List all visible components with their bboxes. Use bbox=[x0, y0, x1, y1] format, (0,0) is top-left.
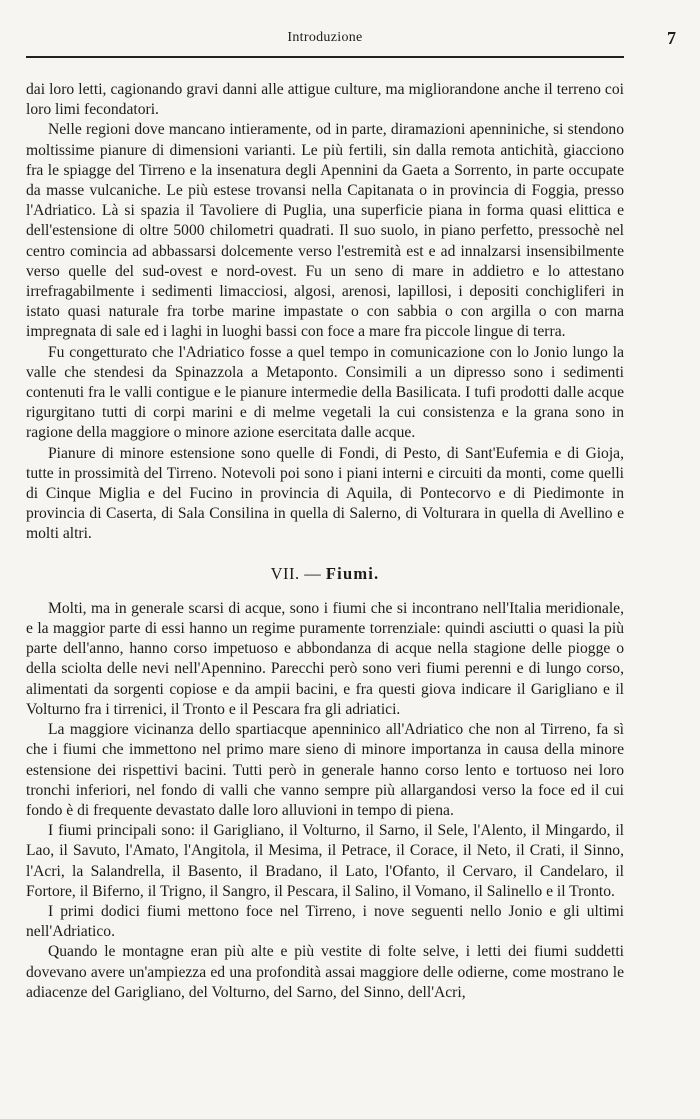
section-title: Fiumi. bbox=[325, 563, 380, 583]
section-heading bbox=[26, 564, 624, 584]
paragraph: Fu congetturato che l'Adriatico fosse a quel tempo in comunicazione con lo Jonio lungo la valle che stendesi da Spinazzola a Metaponto. Consimili a un dipresso sono i sedimenti contenuti fra le valli contigue e le pianure intermedie della Basilicata. I tufi prodotti dalle acque rigurgitano tutti di corpi marini e di melme vegetali la cui consistenza e la grana sono in ragione della maggiore o minore azione esercitata dalle acque. bbox=[26, 343, 624, 442]
paragraph: Pianure di minore estensione sono quelle di Fondi, di Pesto, di Sant'Eufemia e di Gioja, tutte in prossimità del Tirreno. Notevoli poi sono i piani interni e circuiti da monti, come quelli di Cinque Miglia e del Fucino in provincia di Aquila, di Pontecorvo e di Piedimonte in provincia di Caserta, di Sala Consilina in quella di Salerno, di Volturara in quella di Avellino e molti altri. bbox=[26, 444, 624, 543]
paragraph: Molti, ma in generale scarsi di acque, sono i fiumi che si incontrano nell'Italia meridionale, e la maggior parte di essi hanno un regime puramente torrenziale: quindi asciutti o quasi la più parte dell'anno, hanno corso impetuoso e abbondanza di acque nella stagione delle piogge o della sciolta delle nevi nell'Apennino. Parecchi però sono veri fiumi perenni e di lungo corso, alimentati da sorgenti copiose e da ampii bacini, e fra questi giova indicare il Garigliano e il Volturno fra i tirrenici, il Tronto e il Pescara fra gli adriatici. bbox=[26, 599, 624, 718]
running-head-title: Introduzione bbox=[287, 30, 363, 45]
paragraph: dai loro letti, cagionando gravi danni alle attigue culture, ma migliorandone anche il terreno coi loro limi fecondatori. bbox=[26, 81, 624, 119]
page-body bbox=[26, 80, 624, 1003]
paragraph: Nelle regioni dove mancano intieramente, od in parte, diramazioni apenniniche, si stendono moltissime pianure di dimensioni varianti. Le più fertili, sin dalla remota antichità, giacciono fra le spiagge del Tirreno e la insenatura degli Apennini da Gaeta a Sorrento, in parte occupate da masse vulcaniche. Le più estese trovansi nella Capitanata o in provincia di Foggia, presso l'Adriatico. Là si spazia il Tavoliere di Puglia, una superficie piana in forma quasi elittica e dell'estensione di oltre 5000 chilometri quadrati. Il suo suolo, in piano perfetto, pressochè nel centro comincia ad abbassarsi dolcemente verso l'estremità est e ad innalzarsi insensibilmente verso quelle del sud-ovest e nord-ovest. Fu un seno di mare in addietro e lo attestano irrefragabilmente i sedimenti limacciosi, algosi, arenosi, lapillosi, i depositi conchigliferi in istato quasi naturale fra torbe marine impastate o con sabbia o con argilla o con marna impregnata di sale ed i laghi in luoghi bassi con foce a mare fra piccole lingue di terra. bbox=[26, 121, 624, 341]
page-number: 7 bbox=[667, 28, 676, 48]
section-number: VII. — bbox=[270, 563, 322, 583]
paragraph: I primi dodici fiumi mettono foce nel Tirreno, i nove seguenti nello Jonio e gli ultimi nell'Adriatico. bbox=[26, 902, 624, 941]
paragraph: La maggiore vicinanza dello spartiacque apenninico all'Adriatico che non al Tirreno, fa sì che i fiumi che immettono nel primo mare sieno di minore importanza in causa della minore estensione dei rispettivi bacini. Tutti però in generale hanno corso lento e tortuoso nei loro tronchi inferiori, nel fondo di valli che vanno sempre più allargandosi verso la foce ed il cui fondo è di frequente devastato dalle loro alluvioni in tempo di piena. bbox=[26, 721, 624, 819]
header-rule bbox=[26, 56, 624, 58]
paragraph: Quando le montagne eran più alte e più vestite di folte selve, i letti dei fiumi suddetti dovevano avere un'ampiezza ed una profondità assai maggiore delle odierne, come mostrano le adiacenze del Garigliano, del Volturno, del Sarno, del Sinno, dell'Acri, bbox=[26, 943, 624, 1001]
running-head bbox=[26, 28, 676, 56]
paragraph: I fiumi principali sono: il Garigliano, il Volturno, il Sarno, il Sele, l'Alento, il Mingardo, il Lao, il Savuto, l'Amato, l'Angitola, il Mesima, il Petrace, il Corace, il Neto, il Crati, il Sinno, l'Acri, la Salandrella, il Basento, il Bradano, il Lato, l'Ofanto, il Cervaro, il Candelaro, il Fortore, il Biferno, il Trigno, il Sangro, il Pescara, il Salino, il Vomano, il Salinello e il Tronto. bbox=[26, 822, 624, 900]
